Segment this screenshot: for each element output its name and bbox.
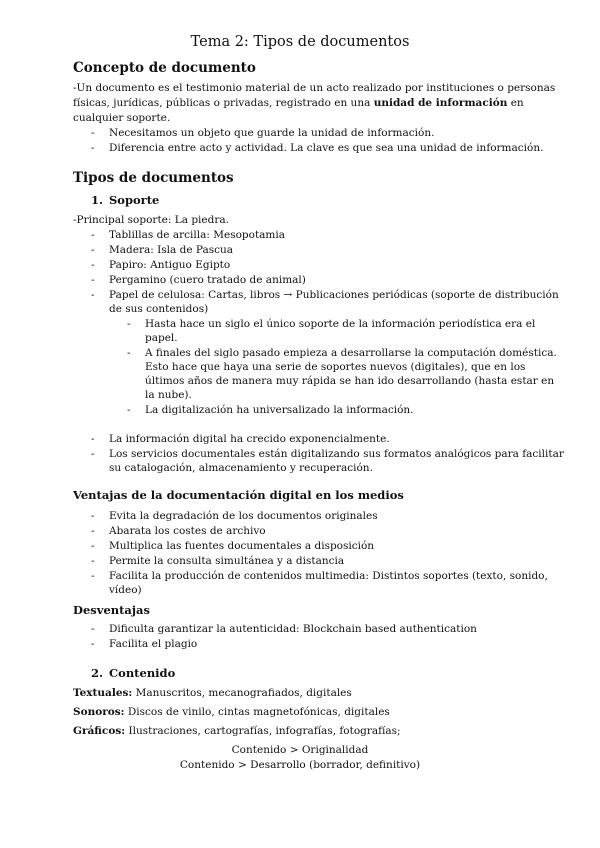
concepto-paragraph-line-3: cualquier soporte. — [73, 112, 171, 124]
list-item: vídeo) — [109, 584, 142, 596]
bullet-dash: - — [91, 570, 95, 582]
subsection-heading-soporte: Soporte — [109, 193, 160, 207]
bullet-dash: - — [91, 623, 95, 635]
bullet-dash: - — [91, 555, 95, 567]
sub-list-item: A finales del siglo pasado empieza a desarrollarse la computación doméstica. — [145, 347, 557, 359]
section-heading-ventajas: Ventajas de la documentación digital en los medios — [73, 488, 404, 502]
subsection-heading-contenido: Contenido — [109, 666, 176, 680]
list-item: Dificulta garantizar la autenticidad: Blockchain based authentication — [109, 623, 477, 635]
contenido-centered-line-1: Contenido > Originalidad — [231, 744, 369, 756]
text-graficos: Ilustraciones, cartografías, infografías, fotografías; — [125, 725, 401, 737]
soporte-intro: -Principal soporte: La piedra. — [73, 214, 229, 226]
section-heading-desventajas: Desventajas — [73, 603, 150, 617]
bullet-dash: - — [91, 510, 95, 522]
sub-list-item: últimos años de manera muy rápida se han ido desarrollando (hasta estar en — [145, 375, 555, 387]
sub-list-item: La digitalización ha universalizado la información. — [145, 404, 414, 416]
text-textuales: Manuscritos, mecanografiados, digitales — [132, 687, 352, 699]
bullet-dash: - — [91, 525, 95, 537]
section-heading-concepto: Concepto de documento — [73, 60, 256, 76]
concepto-paragraph-line-1: -Un documento es el testimonio material de un acto realizado por instituciones o personas — [73, 82, 556, 94]
label-graficos: Gráficos: — [73, 725, 126, 737]
list-item: Abarata los costes de archivo — [109, 525, 266, 537]
bullet-dash: - — [91, 274, 95, 286]
label-textuales: Textuales: — [73, 687, 133, 699]
concepto-paragraph-line-2 — [73, 96, 524, 111]
contenido-graficos — [73, 724, 401, 739]
list-item: Permite la consulta simultánea y a distancia — [109, 555, 345, 567]
sub-list-item: la nube). — [145, 389, 192, 401]
concepto-text: físicas, jurídicas, públicas o privadas, registrado en una — [73, 97, 374, 109]
list-item: Facilita el plagio — [109, 638, 198, 650]
bullet-dash: - — [91, 127, 95, 139]
list-item: Los servicios documentales están digitalizando sus formatos analógicos para facilitar — [109, 448, 564, 460]
list-number: 1. — [91, 193, 104, 207]
bullet-dash: - — [91, 638, 95, 650]
contenido-centered-line-2: Contenido > Desarrollo (borrador, definitivo) — [179, 759, 421, 771]
label-sonoros: Sonoros: — [73, 706, 125, 718]
bullet-dash: - — [91, 142, 95, 154]
list-item: Tablillas de arcilla: Mesopotamia — [109, 229, 286, 241]
bullet-dash: - — [91, 540, 95, 552]
bullet-dash: - — [127, 404, 131, 416]
list-item: Facilita la producción de contenidos multimedia: Distintos soportes (texto, sonido, — [109, 570, 548, 582]
bullet-dash: - — [91, 229, 95, 241]
list-item: Evita la degradación de los documentos originales — [109, 510, 378, 522]
list-item: su catalogación, almacenamiento y recuperación. — [109, 462, 373, 474]
bullet-dash: - — [91, 259, 95, 271]
list-item-papel-line-2: de sus contenidos) — [109, 303, 209, 315]
text-sonoros: Discos de vinilo, cintas magnetofónicas, digitales — [124, 706, 390, 718]
bullet-dash: - — [127, 347, 131, 359]
bullet-dash: - — [127, 318, 131, 330]
concepto-bold-term: unidad de información — [373, 97, 508, 109]
bullet-dash: - — [91, 289, 95, 301]
list-item: Necesitamos un objeto que guarde la unidad de información. — [109, 127, 435, 139]
sub-list-item: Hasta hace un siglo el único soporte de la información periodística era el — [145, 318, 536, 330]
bullet-dash: - — [91, 433, 95, 445]
bullet-dash: - — [91, 448, 95, 460]
sub-list-item: papel. — [145, 332, 178, 344]
list-item: Multiplica las fuentes documentales a disposición — [109, 540, 375, 552]
bullet-dash: - — [91, 244, 95, 256]
list-item: Papiro: Antiguo Egipto — [109, 259, 231, 271]
section-heading-tipos: Tipos de documentos — [73, 170, 234, 186]
list-item-papel-line-1: Papel de celulosa: Cartas, libros → Publicaciones periódicas (soporte de distribución — [109, 289, 559, 301]
concepto-text: en — [507, 97, 524, 109]
sub-list-item: Esto hace que haya una serie de soportes nuevos (digitales), que en los — [145, 361, 526, 373]
contenido-textuales — [73, 686, 352, 701]
document-title: Tema 2: Tipos de documentos — [190, 34, 410, 50]
contenido-sonoros — [73, 705, 390, 720]
list-item: Diferencia entre acto y actividad. La clave es que sea una unidad de información. — [109, 142, 544, 154]
list-item: Madera: Isla de Pascua — [109, 244, 234, 256]
list-number: 2. — [91, 666, 104, 680]
list-item: Pergamino (cuero tratado de animal) — [109, 274, 306, 286]
list-item: La información digital ha crecido exponencialmente. — [109, 433, 390, 445]
